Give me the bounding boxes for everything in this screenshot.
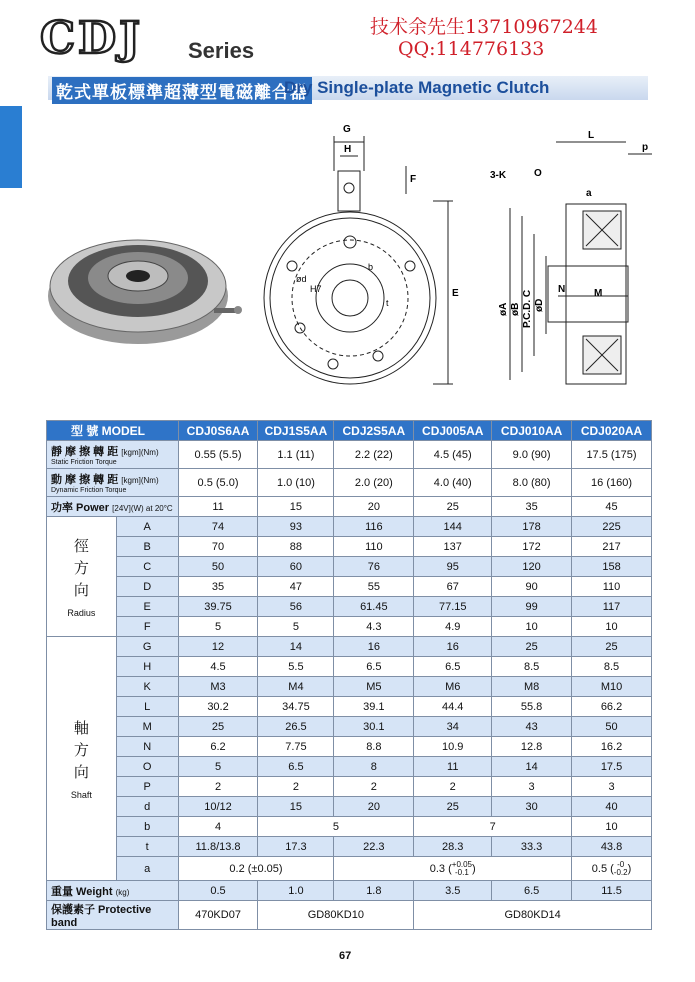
table-cell: 14 [258, 637, 334, 657]
table-cell: 39.1 [334, 697, 414, 717]
table-row [47, 677, 652, 697]
page-number: 67 [339, 950, 352, 962]
weight-row [47, 881, 652, 901]
table-cell: 55.8 [492, 697, 572, 717]
shaft-group-char: 方 [73, 741, 89, 759]
model-0: CDJ0S6AA [178, 421, 258, 441]
table-cell: 25 [572, 637, 652, 657]
table-row [47, 637, 652, 657]
weight-label: 重量 Weight [51, 885, 113, 898]
power-0: 11 [178, 497, 258, 517]
title-banner [48, 76, 648, 100]
table-cell: 178 [492, 517, 572, 537]
band-label-cell [47, 901, 179, 930]
static-3: 4.5 (45) [414, 441, 492, 469]
row-symbol: P [116, 777, 178, 797]
table-cell: 34 [414, 717, 492, 737]
table-cell: 10 [572, 617, 652, 637]
table-cell: M10 [572, 677, 652, 697]
table-cell: 95 [414, 557, 492, 577]
table-cell: 25 [492, 637, 572, 657]
title-cn: 乾式單板標準超薄型電磁離合器 [52, 77, 312, 104]
a-sup: +0.05 [451, 859, 473, 869]
table-cell: 10 [572, 817, 652, 837]
spec-table [46, 420, 652, 930]
label-H: H [344, 144, 352, 155]
row-b [47, 817, 652, 837]
table-cell: 25 [414, 797, 492, 817]
table-cell: 0.5 ( -0 -0.2) [572, 857, 652, 881]
table-cell: 44.4 [414, 697, 492, 717]
radius-group-en: Radius [67, 607, 96, 618]
table-cell: 34.75 [258, 697, 334, 717]
table-cell: 16.2 [572, 737, 652, 757]
table-cell: 12.8 [492, 737, 572, 757]
table-cell: 7.75 [258, 737, 334, 757]
table-cell: 56 [258, 597, 334, 617]
band-label: 保護素子 Protective band [51, 904, 152, 929]
label-b: b [368, 262, 374, 272]
row-symbol: a [116, 857, 178, 881]
table-cell: 0.2 (±0.05) [178, 857, 334, 881]
power-label: 功率 Power [51, 501, 110, 514]
table-cell: 6.2 [178, 737, 258, 757]
static-torque-row [47, 441, 652, 469]
shaft-section [47, 637, 652, 881]
table-cell: M4 [258, 677, 334, 697]
row-symbol: B [116, 537, 178, 557]
table-cell: 17.3 [258, 837, 334, 857]
table-cell: 120 [492, 557, 572, 577]
label-p: p [642, 142, 649, 153]
table-cell: 5.5 [258, 657, 334, 677]
table-cell: 1.8 [334, 881, 414, 901]
table-cell: 11.5 [572, 881, 652, 901]
row-symbol: G [116, 637, 178, 657]
table-cell: 47 [258, 577, 334, 597]
a-base: 0.5 [591, 862, 608, 875]
label-M: M [594, 288, 603, 299]
label-G: G [343, 124, 351, 135]
table-row [47, 757, 652, 777]
series-label: Series [188, 38, 255, 63]
row-symbol: O [116, 757, 178, 777]
model-4: CDJ010AA [492, 421, 572, 441]
table-cell: 2 [178, 777, 258, 797]
a-sub: -0.1 [454, 867, 469, 877]
weight-label-cell [47, 881, 179, 901]
a-sub: -0.2 [613, 867, 628, 877]
table-cell: 6.5 [414, 657, 492, 677]
table-row [47, 617, 652, 637]
table-cell: 8.5 [572, 657, 652, 677]
label-PCD: P.C.D. C [522, 289, 533, 328]
table-cell: 0.3 (+0.05 -0.1 ) [334, 857, 572, 881]
static-label-cn: 靜 摩 擦 轉 距 [51, 446, 119, 458]
table-cell: 4 [178, 817, 258, 837]
label-t: t [386, 298, 389, 308]
table-cell: 17.5 [572, 757, 652, 777]
table-cell: 22.3 [334, 837, 414, 857]
dynamic-4: 8.0 (80) [492, 469, 572, 497]
table-row [47, 717, 652, 737]
table-cell: 217 [572, 537, 652, 557]
table-row [47, 557, 652, 577]
a-sup: -0 [617, 859, 625, 869]
table-cell: 144 [414, 517, 492, 537]
table-cell: M6 [414, 677, 492, 697]
model-1: CDJ1S5AA [258, 421, 334, 441]
shaft-group [47, 637, 117, 881]
dynamic-label-en: Dynamic Friction Torque [51, 487, 127, 494]
table-cell: 2 [258, 777, 334, 797]
table-cell: 93 [258, 517, 334, 537]
table-cell: 60 [258, 557, 334, 577]
dynamic-1: 1.0 (10) [258, 469, 334, 497]
table-cell: 110 [572, 577, 652, 597]
label-H7: H7 [310, 284, 322, 294]
table-cell: 88 [258, 537, 334, 557]
dynamic-torque-row [47, 469, 652, 497]
table-cell: 43.8 [572, 837, 652, 857]
table-cell: 61.45 [334, 597, 414, 617]
table-cell: 110 [334, 537, 414, 557]
table-cell: 137 [414, 537, 492, 557]
radius-section [47, 517, 652, 637]
radius-group-char: 向 [73, 581, 89, 599]
static-0: 0.55 (5.5) [178, 441, 258, 469]
table-cell: M8 [492, 677, 572, 697]
table-cell: 3 [492, 777, 572, 797]
table-cell: 12 [178, 637, 258, 657]
table-row [47, 577, 652, 597]
dynamic-5: 16 (160) [572, 469, 652, 497]
table-cell: 55 [334, 577, 414, 597]
table-cell: 6.5 [334, 657, 414, 677]
static-4: 9.0 (90) [492, 441, 572, 469]
a-base: 0.3 [429, 862, 446, 875]
table-cell: 1.0 [258, 881, 334, 901]
label-d: ød [296, 274, 307, 284]
table-cell: 28.3 [414, 837, 492, 857]
table-cell: 10/12 [178, 797, 258, 817]
contact-phone: 技术余先生13710967244 [370, 16, 598, 38]
table-row [47, 517, 652, 537]
table-cell: 14 [492, 757, 572, 777]
table-cell: 8.8 [334, 737, 414, 757]
shaft-group-en: Shaft [70, 789, 92, 800]
static-2: 2.2 (22) [334, 441, 414, 469]
row-a [47, 857, 652, 881]
radius-group-char: 方 [73, 559, 89, 577]
row-symbol: K [116, 677, 178, 697]
power-2: 20 [334, 497, 414, 517]
table-row [47, 537, 652, 557]
table-cell: 74 [178, 517, 258, 537]
table-cell: 67 [414, 577, 492, 597]
row-symbol: D [116, 577, 178, 597]
table-cell: 16 [414, 637, 492, 657]
table-cell: 4.9 [414, 617, 492, 637]
table-cell: 20 [334, 797, 414, 817]
model-5: CDJ020AA [572, 421, 652, 441]
table-cell: 470KD07 [178, 901, 258, 930]
row-symbol: C [116, 557, 178, 577]
table-cell: 6.5 [492, 881, 572, 901]
side-tab [0, 106, 22, 188]
table-cell: 10.9 [414, 737, 492, 757]
table-cell: 66.2 [572, 697, 652, 717]
table-cell: 39.75 [178, 597, 258, 617]
row-symbol: E [116, 597, 178, 617]
table-cell: 70 [178, 537, 258, 557]
table-cell: M5 [334, 677, 414, 697]
table-cell: 8 [334, 757, 414, 777]
band-row [47, 901, 652, 930]
table-cell: 11.8/13.8 [178, 837, 258, 857]
table-cell: 35 [178, 577, 258, 597]
label-F: F [410, 174, 417, 185]
power-1: 15 [258, 497, 334, 517]
dynamic-3: 4.0 (40) [414, 469, 492, 497]
row-symbol: A [116, 517, 178, 537]
radius-group [47, 517, 117, 637]
static-label-en: Static Friction Torque [51, 459, 117, 466]
static-1: 1.1 (11) [258, 441, 334, 469]
label-3K: 3-K [490, 170, 507, 181]
shaft-group-char: 向 [73, 763, 89, 781]
table-cell: 10 [492, 617, 572, 637]
title-en: Dry Single-plate Magnetic Clutch [284, 78, 550, 97]
dynamic-label-cn: 動 摩 擦 轉 距 [51, 474, 119, 486]
row-symbol: L [116, 697, 178, 717]
table-cell: 30.2 [178, 697, 258, 717]
table-cell: 16 [334, 637, 414, 657]
table-cell: 40 [572, 797, 652, 817]
table-cell: 77.15 [414, 597, 492, 617]
table-cell: 5 [178, 617, 258, 637]
label-L: L [588, 130, 595, 141]
table-cell: 117 [572, 597, 652, 617]
table-cell: 4.5 [178, 657, 258, 677]
table-cell: 4.3 [334, 617, 414, 637]
table-row [47, 797, 652, 817]
row-symbol: F [116, 617, 178, 637]
label-N: N [558, 284, 566, 295]
table-cell: 90 [492, 577, 572, 597]
table-row [47, 777, 652, 797]
row-symbol: N [116, 737, 178, 757]
table-cell: 8.5 [492, 657, 572, 677]
static-5: 17.5 (175) [572, 441, 652, 469]
table-cell: 33.3 [492, 837, 572, 857]
weight-unit: (kg) [115, 887, 130, 897]
static-unit: [kgm](Nm) [121, 448, 159, 457]
row-symbol: t [116, 837, 178, 857]
table-cell: M3 [178, 677, 258, 697]
table-cell: 43 [492, 717, 572, 737]
header-row [47, 421, 652, 441]
table-cell: 116 [334, 517, 414, 537]
label-O: O [534, 168, 542, 179]
label-D: øD [534, 298, 545, 312]
dynamic-unit: [kgm](Nm) [121, 476, 159, 485]
table-cell: 2 [334, 777, 414, 797]
table-cell: 5 [178, 757, 258, 777]
table-cell: GD80KD14 [414, 901, 652, 930]
table-cell: 7 [414, 817, 572, 837]
table-cell: 3.5 [414, 881, 492, 901]
technical-drawings [38, 116, 658, 416]
table-cell: 76 [334, 557, 414, 577]
table-cell: 11 [414, 757, 492, 777]
table-cell: 2 [414, 777, 492, 797]
table-cell: 0.5 [178, 881, 258, 901]
contact-qq: QQ:114776133 [398, 38, 545, 60]
dynamic-2: 2.0 (20) [334, 469, 414, 497]
model-3: CDJ005AA [414, 421, 492, 441]
dynamic-0: 0.5 (5.0) [178, 469, 258, 497]
series-logo: CDJ [40, 13, 143, 64]
table-cell: 25 [178, 717, 258, 737]
table-cell: 172 [492, 537, 572, 557]
table-cell: 50 [178, 557, 258, 577]
table-row [47, 697, 652, 717]
table-cell: 6.5 [258, 757, 334, 777]
table-cell: 3 [572, 777, 652, 797]
table-row [47, 737, 652, 757]
label-E: E [452, 288, 459, 299]
power-5: 45 [572, 497, 652, 517]
table-cell: 15 [258, 797, 334, 817]
table-cell: 225 [572, 517, 652, 537]
power-row [47, 497, 652, 517]
radius-group-char: 徑 [73, 537, 89, 555]
table-cell: 5 [258, 817, 414, 837]
table-cell: 30.1 [334, 717, 414, 737]
table-cell: 30 [492, 797, 572, 817]
label-a: a [586, 188, 592, 199]
row-symbol: d [116, 797, 178, 817]
row-t [47, 837, 652, 857]
label-A: øA [498, 302, 509, 316]
table-row [47, 657, 652, 677]
table-cell: 5 [258, 617, 334, 637]
label-B: øB [510, 302, 521, 316]
side-view [510, 142, 652, 384]
row-symbol: b [116, 817, 178, 837]
model-label: 型 號 MODEL [47, 421, 179, 441]
table-row [47, 597, 652, 617]
table-cell: 26.5 [258, 717, 334, 737]
model-2: CDJ2S5AA [334, 421, 414, 441]
shaft-group-char: 軸 [73, 719, 89, 737]
table-cell: GD80KD10 [258, 901, 414, 930]
table-cell: 50 [572, 717, 652, 737]
row-symbol: M [116, 717, 178, 737]
clutch-photo [48, 240, 242, 344]
power-4: 35 [492, 497, 572, 517]
row-symbol: H [116, 657, 178, 677]
power-unit: [24V](W) at 20°C [112, 503, 173, 513]
table-cell: 158 [572, 557, 652, 577]
table-cell: 99 [492, 597, 572, 617]
power-3: 25 [414, 497, 492, 517]
front-view [264, 136, 453, 384]
